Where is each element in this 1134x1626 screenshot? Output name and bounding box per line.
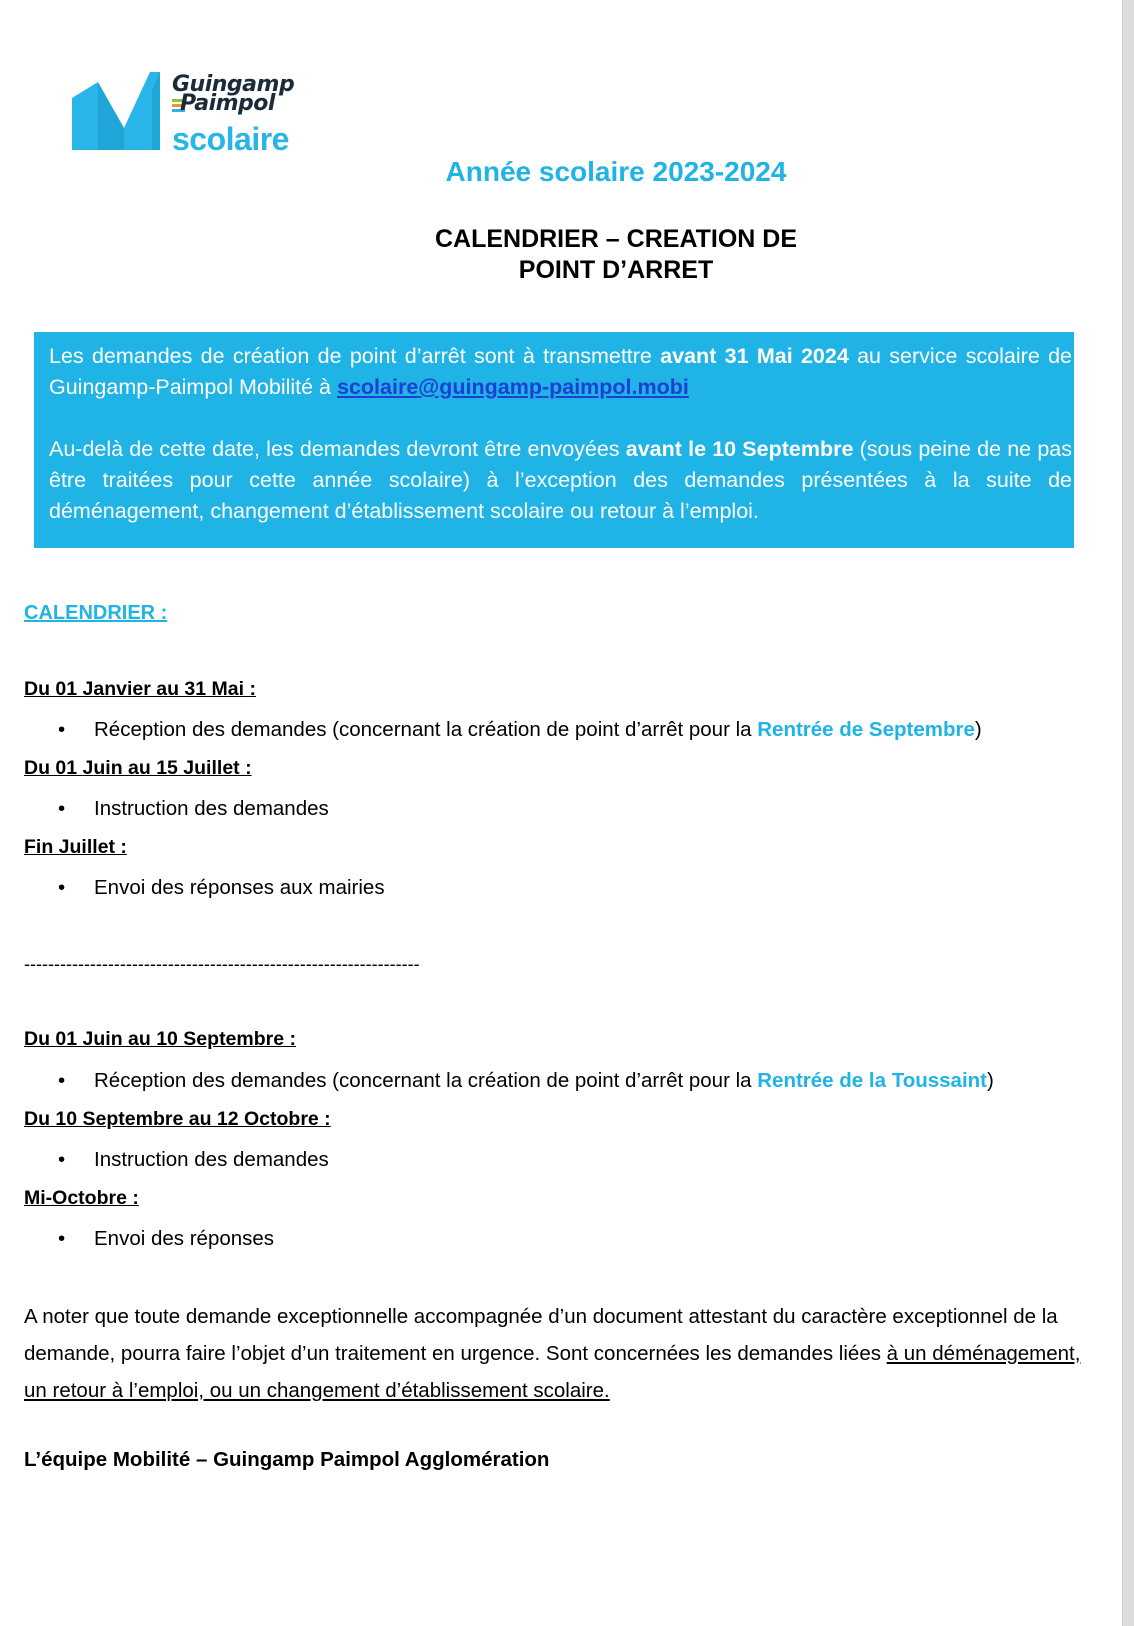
bullet-dot: • (58, 876, 66, 899)
logo-line-guingamp: Guingamp (172, 72, 295, 97)
separator-line: ------------------------------------------------------------------ (24, 954, 420, 974)
period-label: Fin Juillet : (24, 836, 127, 858)
signature: L’équipe Mobilité – Guingamp Paimpol Agglomération (24, 1448, 550, 1471)
period-bullet: • Envoi des réponses aux mairies (58, 876, 385, 899)
urgent-cases-underlined: à un déménagement, un retour à l’emploi, ou un changement d’établissement scolaire. (24, 1342, 1081, 1402)
page-edge-scrollbar (1122, 0, 1134, 1626)
document-title-line-1: CALENDRIER – CREATION DE (434, 225, 798, 253)
calendar-heading: CALENDRIER : (24, 602, 168, 624)
deadline-may: avant 31 Mai 2024 (660, 344, 849, 368)
guingamp-paimpol-logo (72, 72, 295, 162)
notice-paragraph-1: Les demandes de création de point d’arrêt sont à transmettre avant 31 Mai 2024 au service scolaire de Guingamp-Paimpol Mobilité à scolaire@guingamp-paimpol.mobi (49, 344, 1072, 399)
highlight-rentree-septembre: Rentrée de Septembre (757, 718, 975, 741)
deadline-notice-box (34, 332, 1074, 548)
bullet-dot: • (58, 1069, 66, 1092)
logo-line-paimpol: Paimpol (180, 91, 275, 116)
document-title (0, 224, 1134, 286)
bullet-dot: • (58, 718, 66, 741)
period-bullet: • Envoi des réponses (58, 1227, 275, 1250)
bullet-dot: • (58, 797, 66, 820)
document-title-line-2: POINT D’ARRET (518, 256, 714, 284)
logo-m-mark (72, 72, 168, 156)
period-label: Du 01 Janvier au 31 Mai : (24, 678, 256, 700)
logo-subtitle: scolaire (172, 121, 289, 157)
email-link[interactable]: scolaire@guingamp-paimpol.mobi (337, 375, 689, 399)
period-bullet: • Réception des demandes (concernant la création de point d’arrêt pour la Rentrée de Septembre) (58, 718, 982, 741)
notice-paragraph-2: Au-delà de cette date, les demandes devront être envoyées avant le 10 Septembre (sous peine de ne pas être traitées pour cette année scolaire) à l’exception des demandes présentées à la suite de déménagement, changement d’établissement scolaire ou retour à l’emploi. (49, 437, 1072, 523)
year-title: Année scolaire 2023-2024 (445, 156, 787, 187)
highlight-rentree-toussaint: Rentrée de la Toussaint (757, 1069, 987, 1092)
urgent-requests-note: A noter que toute demande exceptionnelle accompagnée d’un document attestant du caractère exceptionnel de la demande, pourra faire l’objet d’un traitement en urgence. Sont concernées les demandes liées à un déménagement, un retour à l’emploi, ou un changement d’établissement scolaire. (24, 1305, 1081, 1402)
bullet-dot: • (58, 1148, 66, 1171)
deadline-september: avant le 10 Septembre (625, 437, 854, 461)
period-label: Du 01 Juin au 15 Juillet : (24, 757, 252, 779)
period-label: Du 01 Juin au 10 Septembre : (24, 1028, 297, 1050)
period-label: Du 10 Septembre au 12 Octobre : (24, 1108, 331, 1130)
period-bullet: • Instruction des demandes (58, 1148, 329, 1171)
period-bullet: • Réception des demandes (concernant la création de point d’arrêt pour la Rentrée de la Toussaint) (58, 1069, 994, 1092)
period-bullet: • Instruction des demandes (58, 797, 329, 820)
period-label: Mi-Octobre : (24, 1187, 139, 1209)
bullet-dot: • (58, 1227, 66, 1250)
